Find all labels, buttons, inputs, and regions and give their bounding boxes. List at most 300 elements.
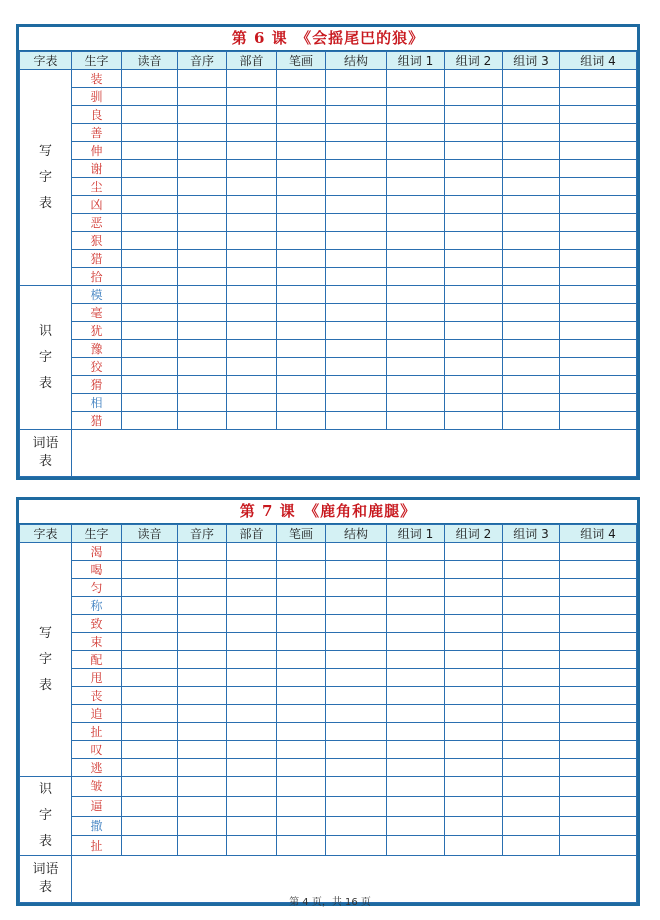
blank-answer-cell[interactable] <box>178 561 227 579</box>
blank-answer-cell[interactable] <box>178 394 227 412</box>
blank-answer-cell[interactable] <box>178 106 227 124</box>
blank-answer-cell[interactable] <box>445 322 503 340</box>
blank-answer-cell[interactable] <box>122 340 178 358</box>
blank-answer-cell[interactable] <box>445 124 503 142</box>
blank-answer-cell[interactable] <box>178 142 227 160</box>
blank-answer-cell[interactable] <box>277 741 326 759</box>
blank-answer-cell[interactable] <box>277 597 326 615</box>
blank-answer-cell[interactable] <box>122 322 178 340</box>
blank-answer-cell[interactable] <box>445 376 503 394</box>
blank-answer-cell[interactable] <box>445 106 503 124</box>
blank-answer-cell[interactable] <box>503 358 560 376</box>
blank-answer-cell[interactable] <box>503 543 560 561</box>
blank-answer-cell[interactable] <box>560 579 637 597</box>
blank-answer-cell[interactable] <box>503 777 560 797</box>
blank-answer-cell[interactable] <box>326 304 387 322</box>
blank-answer-cell[interactable] <box>560 543 637 561</box>
blank-answer-cell[interactable] <box>277 394 326 412</box>
blank-answer-cell[interactable] <box>122 741 178 759</box>
blank-answer-cell[interactable] <box>227 741 277 759</box>
blank-answer-cell[interactable] <box>227 340 277 358</box>
blank-answer-cell[interactable] <box>503 196 560 214</box>
blank-answer-cell[interactable] <box>122 106 178 124</box>
blank-answer-cell[interactable] <box>178 651 227 669</box>
blank-answer-cell[interactable] <box>560 412 637 430</box>
blank-answer-cell[interactable] <box>326 796 387 816</box>
blank-answer-cell[interactable] <box>227 759 277 777</box>
blank-answer-cell[interactable] <box>277 816 326 836</box>
blank-answer-cell[interactable] <box>387 160 445 178</box>
blank-answer-cell[interactable] <box>227 250 277 268</box>
blank-answer-cell[interactable] <box>560 816 637 836</box>
blank-answer-cell[interactable] <box>122 705 178 723</box>
blank-answer-cell[interactable] <box>503 70 560 88</box>
blank-answer-cell[interactable] <box>445 723 503 741</box>
blank-answer-cell[interactable] <box>387 88 445 106</box>
blank-answer-cell[interactable] <box>560 250 637 268</box>
blank-answer-cell[interactable] <box>277 214 326 232</box>
blank-answer-cell[interactable] <box>178 777 227 797</box>
blank-answer-cell[interactable] <box>387 142 445 160</box>
blank-answer-cell[interactable] <box>560 304 637 322</box>
blank-answer-cell[interactable] <box>227 633 277 651</box>
blank-answer-cell[interactable] <box>560 268 637 286</box>
blank-answer-cell[interactable] <box>326 106 387 124</box>
blank-answer-cell[interactable] <box>227 358 277 376</box>
blank-answer-cell[interactable] <box>387 412 445 430</box>
blank-answer-cell[interactable] <box>503 160 560 178</box>
blank-answer-cell[interactable] <box>178 70 227 88</box>
blank-answer-cell[interactable] <box>326 214 387 232</box>
blank-answer-cell[interactable] <box>387 836 445 856</box>
blank-answer-cell[interactable] <box>560 286 637 304</box>
blank-answer-cell[interactable] <box>326 597 387 615</box>
blank-answer-cell[interactable] <box>560 777 637 797</box>
blank-answer-cell[interactable] <box>277 836 326 856</box>
blank-answer-cell[interactable] <box>122 669 178 687</box>
blank-answer-cell[interactable] <box>445 543 503 561</box>
blank-answer-cell[interactable] <box>445 178 503 196</box>
blank-answer-cell[interactable] <box>326 816 387 836</box>
blank-answer-cell[interactable] <box>227 412 277 430</box>
blank-answer-cell[interactable] <box>387 376 445 394</box>
blank-answer-cell[interactable] <box>227 178 277 196</box>
blank-answer-cell[interactable] <box>277 304 326 322</box>
blank-answer-cell[interactable] <box>122 597 178 615</box>
blank-answer-cell[interactable] <box>227 124 277 142</box>
blank-answer-cell[interactable] <box>277 579 326 597</box>
blank-answer-cell[interactable] <box>560 669 637 687</box>
blank-answer-cell[interactable] <box>503 394 560 412</box>
blank-answer-cell[interactable] <box>387 322 445 340</box>
blank-answer-cell[interactable] <box>387 816 445 836</box>
blank-answer-cell[interactable] <box>503 705 560 723</box>
blank-answer-cell[interactable] <box>178 286 227 304</box>
blank-answer-cell[interactable] <box>178 597 227 615</box>
blank-answer-cell[interactable] <box>326 286 387 304</box>
blank-answer-cell[interactable] <box>122 633 178 651</box>
blank-answer-cell[interactable] <box>326 651 387 669</box>
blank-answer-cell[interactable] <box>387 741 445 759</box>
blank-answer-cell[interactable] <box>178 124 227 142</box>
blank-answer-cell[interactable] <box>277 322 326 340</box>
blank-answer-cell[interactable] <box>445 615 503 633</box>
blank-answer-cell[interactable] <box>387 543 445 561</box>
blank-answer-cell[interactable] <box>122 232 178 250</box>
blank-answer-cell[interactable] <box>122 816 178 836</box>
blank-answer-cell[interactable] <box>387 340 445 358</box>
blank-answer-cell[interactable] <box>326 723 387 741</box>
blank-answer-cell[interactable] <box>445 286 503 304</box>
blank-answer-cell[interactable] <box>387 214 445 232</box>
blank-answer-cell[interactable] <box>122 723 178 741</box>
blank-answer-cell[interactable] <box>227 286 277 304</box>
blank-answer-cell[interactable] <box>387 705 445 723</box>
ciyu-blank-area[interactable] <box>72 430 637 477</box>
blank-answer-cell[interactable] <box>445 597 503 615</box>
blank-answer-cell[interactable] <box>227 705 277 723</box>
blank-answer-cell[interactable] <box>503 669 560 687</box>
blank-answer-cell[interactable] <box>122 214 178 232</box>
blank-answer-cell[interactable] <box>387 759 445 777</box>
blank-answer-cell[interactable] <box>445 651 503 669</box>
blank-answer-cell[interactable] <box>326 615 387 633</box>
blank-answer-cell[interactable] <box>560 106 637 124</box>
blank-answer-cell[interactable] <box>387 723 445 741</box>
blank-answer-cell[interactable] <box>178 214 227 232</box>
blank-answer-cell[interactable] <box>503 304 560 322</box>
blank-answer-cell[interactable] <box>326 70 387 88</box>
blank-answer-cell[interactable] <box>445 836 503 856</box>
blank-answer-cell[interactable] <box>178 705 227 723</box>
blank-answer-cell[interactable] <box>560 88 637 106</box>
blank-answer-cell[interactable] <box>560 70 637 88</box>
blank-answer-cell[interactable] <box>277 376 326 394</box>
blank-answer-cell[interactable] <box>122 579 178 597</box>
blank-answer-cell[interactable] <box>122 142 178 160</box>
blank-answer-cell[interactable] <box>445 796 503 816</box>
blank-answer-cell[interactable] <box>560 615 637 633</box>
blank-answer-cell[interactable] <box>387 196 445 214</box>
blank-answer-cell[interactable] <box>178 268 227 286</box>
blank-answer-cell[interactable] <box>178 178 227 196</box>
blank-answer-cell[interactable] <box>503 124 560 142</box>
blank-answer-cell[interactable] <box>277 268 326 286</box>
blank-answer-cell[interactable] <box>277 796 326 816</box>
blank-answer-cell[interactable] <box>227 214 277 232</box>
blank-answer-cell[interactable] <box>277 340 326 358</box>
blank-answer-cell[interactable] <box>560 358 637 376</box>
blank-answer-cell[interactable] <box>387 669 445 687</box>
blank-answer-cell[interactable] <box>178 250 227 268</box>
blank-answer-cell[interactable] <box>227 836 277 856</box>
blank-answer-cell[interactable] <box>227 816 277 836</box>
blank-answer-cell[interactable] <box>560 232 637 250</box>
blank-answer-cell[interactable] <box>326 142 387 160</box>
blank-answer-cell[interactable] <box>227 597 277 615</box>
blank-answer-cell[interactable] <box>326 124 387 142</box>
blank-answer-cell[interactable] <box>445 759 503 777</box>
blank-answer-cell[interactable] <box>178 669 227 687</box>
blank-answer-cell[interactable] <box>503 741 560 759</box>
blank-answer-cell[interactable] <box>227 777 277 797</box>
blank-answer-cell[interactable] <box>326 759 387 777</box>
blank-answer-cell[interactable] <box>122 687 178 705</box>
blank-answer-cell[interactable] <box>445 268 503 286</box>
blank-answer-cell[interactable] <box>387 106 445 124</box>
blank-answer-cell[interactable] <box>178 615 227 633</box>
blank-answer-cell[interactable] <box>387 579 445 597</box>
blank-answer-cell[interactable] <box>178 741 227 759</box>
blank-answer-cell[interactable] <box>277 412 326 430</box>
blank-answer-cell[interactable] <box>445 70 503 88</box>
blank-answer-cell[interactable] <box>503 796 560 816</box>
blank-answer-cell[interactable] <box>178 687 227 705</box>
blank-answer-cell[interactable] <box>227 561 277 579</box>
blank-answer-cell[interactable] <box>560 651 637 669</box>
blank-answer-cell[interactable] <box>503 250 560 268</box>
blank-answer-cell[interactable] <box>122 124 178 142</box>
blank-answer-cell[interactable] <box>560 394 637 412</box>
blank-answer-cell[interactable] <box>503 376 560 394</box>
blank-answer-cell[interactable] <box>227 268 277 286</box>
blank-answer-cell[interactable] <box>445 142 503 160</box>
blank-answer-cell[interactable] <box>445 633 503 651</box>
blank-answer-cell[interactable] <box>227 796 277 816</box>
blank-answer-cell[interactable] <box>326 633 387 651</box>
blank-answer-cell[interactable] <box>503 178 560 196</box>
blank-answer-cell[interactable] <box>560 340 637 358</box>
blank-answer-cell[interactable] <box>178 543 227 561</box>
blank-answer-cell[interactable] <box>560 160 637 178</box>
blank-answer-cell[interactable] <box>560 633 637 651</box>
blank-answer-cell[interactable] <box>122 836 178 856</box>
blank-answer-cell[interactable] <box>326 376 387 394</box>
blank-answer-cell[interactable] <box>227 304 277 322</box>
blank-answer-cell[interactable] <box>445 250 503 268</box>
blank-answer-cell[interactable] <box>122 376 178 394</box>
blank-answer-cell[interactable] <box>503 88 560 106</box>
blank-answer-cell[interactable] <box>122 651 178 669</box>
blank-answer-cell[interactable] <box>122 268 178 286</box>
blank-answer-cell[interactable] <box>277 633 326 651</box>
blank-answer-cell[interactable] <box>503 561 560 579</box>
blank-answer-cell[interactable] <box>387 178 445 196</box>
blank-answer-cell[interactable] <box>326 88 387 106</box>
blank-answer-cell[interactable] <box>122 394 178 412</box>
blank-answer-cell[interactable] <box>227 106 277 124</box>
blank-answer-cell[interactable] <box>122 160 178 178</box>
blank-answer-cell[interactable] <box>445 304 503 322</box>
blank-answer-cell[interactable] <box>178 232 227 250</box>
blank-answer-cell[interactable] <box>445 412 503 430</box>
blank-answer-cell[interactable] <box>445 340 503 358</box>
blank-answer-cell[interactable] <box>387 70 445 88</box>
blank-answer-cell[interactable] <box>560 376 637 394</box>
blank-answer-cell[interactable] <box>178 376 227 394</box>
blank-answer-cell[interactable] <box>277 88 326 106</box>
blank-answer-cell[interactable] <box>277 196 326 214</box>
blank-answer-cell[interactable] <box>503 268 560 286</box>
blank-answer-cell[interactable] <box>503 651 560 669</box>
blank-answer-cell[interactable] <box>387 124 445 142</box>
blank-answer-cell[interactable] <box>503 322 560 340</box>
blank-answer-cell[interactable] <box>122 286 178 304</box>
blank-answer-cell[interactable] <box>387 250 445 268</box>
blank-answer-cell[interactable] <box>277 669 326 687</box>
blank-answer-cell[interactable] <box>227 196 277 214</box>
blank-answer-cell[interactable] <box>503 615 560 633</box>
blank-answer-cell[interactable] <box>445 214 503 232</box>
blank-answer-cell[interactable] <box>326 561 387 579</box>
blank-answer-cell[interactable] <box>503 759 560 777</box>
blank-answer-cell[interactable] <box>503 214 560 232</box>
blank-answer-cell[interactable] <box>178 196 227 214</box>
blank-answer-cell[interactable] <box>122 796 178 816</box>
blank-answer-cell[interactable] <box>277 70 326 88</box>
blank-answer-cell[interactable] <box>387 286 445 304</box>
blank-answer-cell[interactable] <box>445 816 503 836</box>
blank-answer-cell[interactable] <box>503 687 560 705</box>
blank-answer-cell[interactable] <box>503 286 560 304</box>
blank-answer-cell[interactable] <box>227 70 277 88</box>
blank-answer-cell[interactable] <box>387 615 445 633</box>
blank-answer-cell[interactable] <box>326 250 387 268</box>
blank-answer-cell[interactable] <box>445 741 503 759</box>
blank-answer-cell[interactable] <box>503 836 560 856</box>
blank-answer-cell[interactable] <box>277 178 326 196</box>
blank-answer-cell[interactable] <box>122 178 178 196</box>
blank-answer-cell[interactable] <box>560 142 637 160</box>
blank-answer-cell[interactable] <box>503 633 560 651</box>
blank-answer-cell[interactable] <box>178 759 227 777</box>
blank-answer-cell[interactable] <box>277 615 326 633</box>
blank-answer-cell[interactable] <box>560 178 637 196</box>
blank-answer-cell[interactable] <box>277 106 326 124</box>
blank-answer-cell[interactable] <box>326 777 387 797</box>
blank-answer-cell[interactable] <box>445 160 503 178</box>
blank-answer-cell[interactable] <box>503 816 560 836</box>
blank-answer-cell[interactable] <box>326 196 387 214</box>
blank-answer-cell[interactable] <box>178 88 227 106</box>
blank-answer-cell[interactable] <box>277 160 326 178</box>
blank-answer-cell[interactable] <box>326 358 387 376</box>
blank-answer-cell[interactable] <box>445 394 503 412</box>
blank-answer-cell[interactable] <box>503 340 560 358</box>
blank-answer-cell[interactable] <box>122 412 178 430</box>
blank-answer-cell[interactable] <box>227 669 277 687</box>
blank-answer-cell[interactable] <box>227 142 277 160</box>
blank-answer-cell[interactable] <box>326 705 387 723</box>
blank-answer-cell[interactable] <box>122 250 178 268</box>
blank-answer-cell[interactable] <box>326 178 387 196</box>
blank-answer-cell[interactable] <box>277 232 326 250</box>
blank-answer-cell[interactable] <box>277 358 326 376</box>
blank-answer-cell[interactable] <box>227 88 277 106</box>
blank-answer-cell[interactable] <box>326 543 387 561</box>
blank-answer-cell[interactable] <box>178 322 227 340</box>
blank-answer-cell[interactable] <box>387 304 445 322</box>
blank-answer-cell[interactable] <box>178 816 227 836</box>
blank-answer-cell[interactable] <box>503 232 560 250</box>
blank-answer-cell[interactable] <box>227 376 277 394</box>
blank-answer-cell[interactable] <box>178 836 227 856</box>
blank-answer-cell[interactable] <box>326 412 387 430</box>
blank-answer-cell[interactable] <box>178 160 227 178</box>
blank-answer-cell[interactable] <box>326 741 387 759</box>
blank-answer-cell[interactable] <box>277 124 326 142</box>
blank-answer-cell[interactable] <box>560 322 637 340</box>
blank-answer-cell[interactable] <box>503 142 560 160</box>
blank-answer-cell[interactable] <box>122 196 178 214</box>
blank-answer-cell[interactable] <box>277 705 326 723</box>
blank-answer-cell[interactable] <box>326 232 387 250</box>
blank-answer-cell[interactable] <box>445 88 503 106</box>
blank-answer-cell[interactable] <box>387 232 445 250</box>
blank-answer-cell[interactable] <box>560 687 637 705</box>
blank-answer-cell[interactable] <box>560 214 637 232</box>
blank-answer-cell[interactable] <box>560 124 637 142</box>
blank-answer-cell[interactable] <box>227 394 277 412</box>
blank-answer-cell[interactable] <box>122 543 178 561</box>
blank-answer-cell[interactable] <box>178 633 227 651</box>
blank-answer-cell[interactable] <box>387 651 445 669</box>
blank-answer-cell[interactable] <box>387 561 445 579</box>
blank-answer-cell[interactable] <box>227 232 277 250</box>
blank-answer-cell[interactable] <box>445 777 503 797</box>
blank-answer-cell[interactable] <box>227 322 277 340</box>
blank-answer-cell[interactable] <box>178 796 227 816</box>
blank-answer-cell[interactable] <box>503 723 560 741</box>
blank-answer-cell[interactable] <box>503 412 560 430</box>
blank-answer-cell[interactable] <box>227 579 277 597</box>
blank-answer-cell[interactable] <box>445 232 503 250</box>
blank-answer-cell[interactable] <box>560 836 637 856</box>
blank-answer-cell[interactable] <box>122 615 178 633</box>
blank-answer-cell[interactable] <box>277 142 326 160</box>
blank-answer-cell[interactable] <box>122 561 178 579</box>
blank-answer-cell[interactable] <box>560 561 637 579</box>
blank-answer-cell[interactable] <box>122 777 178 797</box>
blank-answer-cell[interactable] <box>227 651 277 669</box>
blank-answer-cell[interactable] <box>277 723 326 741</box>
blank-answer-cell[interactable] <box>122 358 178 376</box>
blank-answer-cell[interactable] <box>326 322 387 340</box>
blank-answer-cell[interactable] <box>387 394 445 412</box>
blank-answer-cell[interactable] <box>326 579 387 597</box>
blank-answer-cell[interactable] <box>387 777 445 797</box>
blank-answer-cell[interactable] <box>503 597 560 615</box>
blank-answer-cell[interactable] <box>122 70 178 88</box>
blank-answer-cell[interactable] <box>387 358 445 376</box>
blank-answer-cell[interactable] <box>560 597 637 615</box>
blank-answer-cell[interactable] <box>445 358 503 376</box>
blank-answer-cell[interactable] <box>178 358 227 376</box>
blank-answer-cell[interactable] <box>227 615 277 633</box>
blank-answer-cell[interactable] <box>178 723 227 741</box>
blank-answer-cell[interactable] <box>445 705 503 723</box>
blank-answer-cell[interactable] <box>277 561 326 579</box>
blank-answer-cell[interactable] <box>326 268 387 286</box>
blank-answer-cell[interactable] <box>277 250 326 268</box>
blank-answer-cell[interactable] <box>326 160 387 178</box>
blank-answer-cell[interactable] <box>277 687 326 705</box>
blank-answer-cell[interactable] <box>445 579 503 597</box>
blank-answer-cell[interactable] <box>326 687 387 705</box>
blank-answer-cell[interactable] <box>122 88 178 106</box>
blank-answer-cell[interactable] <box>445 687 503 705</box>
blank-answer-cell[interactable] <box>560 705 637 723</box>
